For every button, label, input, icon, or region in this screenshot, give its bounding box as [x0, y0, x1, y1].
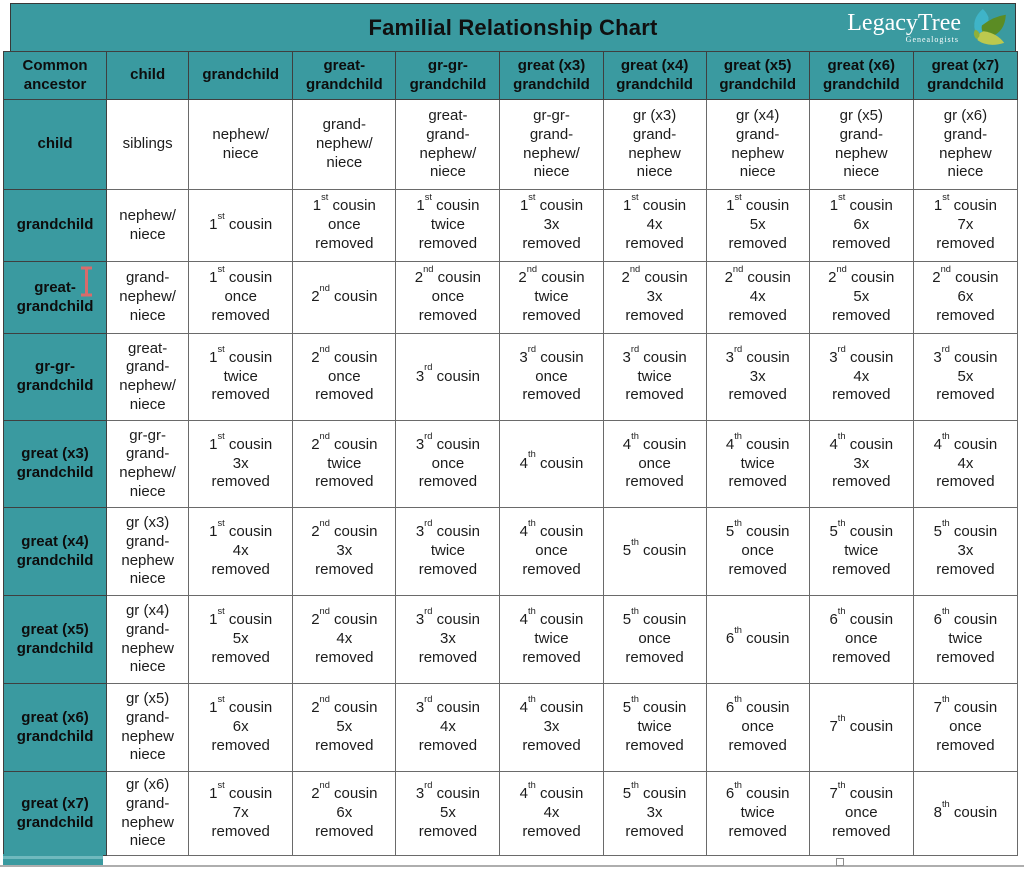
relationship-cell: 4th cousin 3x removed: [500, 684, 603, 772]
relationship-cell: 2nd cousin twice removed: [293, 421, 396, 508]
relationship-cell: gr-gr- grand- nephew/ niece: [500, 100, 603, 190]
table-row: [4, 262, 1018, 334]
logo-name: LegacyTree: [847, 10, 961, 36]
relationship-cell: 1st cousin once removed: [189, 262, 293, 334]
relationship-cell: 6th cousin: [706, 596, 809, 684]
relationship-cell: 7th cousin once removed: [809, 772, 913, 856]
logo-wordmark: [847, 11, 961, 44]
relationship-cell: grand- nephew/ niece: [107, 262, 189, 334]
relationship-cell: 8th cousin: [913, 772, 1017, 856]
relationship-cell: 1st cousin 5x removed: [189, 596, 293, 684]
relationship-cell: 5th cousin twice removed: [603, 684, 706, 772]
relationship-cell: 2nd cousin 6x removed: [293, 772, 396, 856]
relationship-cell: 6th cousin twice removed: [706, 772, 809, 856]
relationship-cell: siblings: [107, 100, 189, 190]
row-header: great (x3) grandchild: [4, 421, 107, 508]
row-header: gr-gr- grandchild: [4, 334, 107, 421]
row-header: grandchild: [4, 190, 107, 262]
relationship-cell: great- grand- nephew/ niece: [396, 100, 500, 190]
relationship-cell: 2nd cousin once removed: [293, 334, 396, 421]
relationship-cell: 4th cousin once removed: [500, 508, 603, 596]
table-header-row: [4, 52, 1018, 100]
relationship-cell: 2nd cousin twice removed: [500, 262, 603, 334]
chart-title-bar: [10, 3, 1016, 52]
relationship-cell: 5th cousin once removed: [706, 508, 809, 596]
relationship-cell: 4th cousin 4x removed: [500, 772, 603, 856]
relationship-cell: 4th cousin 3x removed: [809, 421, 913, 508]
relationship-cell: gr (x6) grand- nephew niece: [913, 100, 1017, 190]
column-header: grandchild: [189, 52, 293, 100]
relationship-cell: 1st cousin 7x removed: [913, 190, 1017, 262]
relationship-cell: gr (x3) grand- nephew niece: [107, 508, 189, 596]
row-header: great (x4) grandchild: [4, 508, 107, 596]
relationship-cell: 2nd cousin once removed: [396, 262, 500, 334]
relationship-cell: 4th cousin twice removed: [500, 596, 603, 684]
relationship-cell: gr (x6) grand- nephew niece: [107, 772, 189, 856]
table-row: [4, 772, 1018, 856]
relationship-cell: 2nd cousin: [293, 262, 396, 334]
table-row: [4, 508, 1018, 596]
relationship-cell: 5th cousin: [603, 508, 706, 596]
leaf-cluster-icon: [965, 9, 1007, 47]
relationship-cell: 1st cousin once removed: [293, 190, 396, 262]
table-row: [4, 421, 1018, 508]
relationship-cell: 2nd cousin 4x removed: [706, 262, 809, 334]
relationship-cell: 4th cousin: [500, 421, 603, 508]
relationship-cell: 1st cousin 4x removed: [603, 190, 706, 262]
relationship-cell: gr (x5) grand- nephew niece: [107, 684, 189, 772]
relationship-cell: 2nd cousin 6x removed: [913, 262, 1017, 334]
relationship-cell: 3rd cousin once removed: [500, 334, 603, 421]
relationship-cell: 2nd cousin 4x removed: [293, 596, 396, 684]
selection-handle: [836, 858, 844, 866]
relationship-cell: gr-gr- grand- nephew/ niece: [107, 421, 189, 508]
relationship-cell: 1st cousin twice removed: [189, 334, 293, 421]
column-header: great (x3) grandchild: [500, 52, 603, 100]
relationship-cell: 1st cousin 6x removed: [809, 190, 913, 262]
relationship-cell: 3rd cousin 4x removed: [396, 684, 500, 772]
column-header: great (x5) grandchild: [706, 52, 809, 100]
relationship-cell: grand- nephew/ niece: [293, 100, 396, 190]
relationship-cell: 7th cousin: [809, 684, 913, 772]
table-row: [4, 100, 1018, 190]
bottom-divider: [0, 865, 1024, 867]
relationship-cell: 6th cousin once removed: [706, 684, 809, 772]
column-header: great (x6) grandchild: [809, 52, 913, 100]
relationship-cell: 1st cousin 3x removed: [189, 421, 293, 508]
relationship-table: [3, 51, 1018, 856]
relationship-cell: 4th cousin twice removed: [706, 421, 809, 508]
column-header: great (x7) grandchild: [913, 52, 1017, 100]
table-row: [4, 596, 1018, 684]
relationship-cell: gr (x4) grand- nephew niece: [107, 596, 189, 684]
relationship-cell: 1st cousin 3x removed: [500, 190, 603, 262]
relationship-cell: 1st cousin 6x removed: [189, 684, 293, 772]
table-row: [4, 334, 1018, 421]
i-beam-cursor: [79, 266, 94, 297]
relationship-cell: gr (x3) grand- nephew niece: [603, 100, 706, 190]
row-header: great- grandchild: [4, 262, 107, 334]
relationship-cell: 5th cousin 3x removed: [913, 508, 1017, 596]
logo-subtitle: Genealogists: [905, 35, 959, 44]
relationship-cell: 3rd cousin 5x removed: [396, 772, 500, 856]
relationship-cell: 2nd cousin 5x removed: [293, 684, 396, 772]
relationship-cell: 1st cousin twice removed: [396, 190, 500, 262]
relationship-cell: 1st cousin: [189, 190, 293, 262]
corner-header: Common ancestor: [4, 52, 107, 100]
relationship-cell: 2nd cousin 5x removed: [809, 262, 913, 334]
relationship-cell: 7th cousin once removed: [913, 684, 1017, 772]
column-header: child: [107, 52, 189, 100]
column-header: gr-gr- grandchild: [396, 52, 500, 100]
relationship-cell: 3rd cousin 3x removed: [396, 596, 500, 684]
relationship-cell: 4th cousin once removed: [603, 421, 706, 508]
relationship-cell: 4th cousin 4x removed: [913, 421, 1017, 508]
row-header: great (x6) grandchild: [4, 684, 107, 772]
relationship-cell: 6th cousin once removed: [809, 596, 913, 684]
relationship-cell: 1st cousin 5x removed: [706, 190, 809, 262]
relationship-cell: 3rd cousin 5x removed: [913, 334, 1017, 421]
relationship-cell: 3rd cousin twice removed: [396, 508, 500, 596]
relationship-cell: great- grand- nephew/ niece: [107, 334, 189, 421]
row-header: great (x5) grandchild: [4, 596, 107, 684]
relationship-cell: 5th cousin once removed: [603, 596, 706, 684]
relationship-cell: 5th cousin twice removed: [809, 508, 913, 596]
left-column-bleed: [3, 854, 103, 865]
row-header: great (x7) grandchild: [4, 772, 107, 856]
relationship-cell: gr (x4) grand- nephew niece: [706, 100, 809, 190]
table-row: [4, 684, 1018, 772]
legacytree-logo: [847, 9, 1007, 47]
relationship-cell: 5th cousin 3x removed: [603, 772, 706, 856]
row-header: child: [4, 100, 107, 190]
relationship-cell: 2nd cousin 3x removed: [603, 262, 706, 334]
column-header: great- grandchild: [293, 52, 396, 100]
table-row: [4, 190, 1018, 262]
relationship-cell: 1st cousin 7x removed: [189, 772, 293, 856]
left-column-bleed-stripe: [3, 856, 103, 859]
relationship-cell: 3rd cousin once removed: [396, 421, 500, 508]
relationship-cell: gr (x5) grand- nephew niece: [809, 100, 913, 190]
relationship-cell: 3rd cousin: [396, 334, 500, 421]
column-header: great (x4) grandchild: [603, 52, 706, 100]
relationship-cell: nephew/ niece: [189, 100, 293, 190]
page-title: Familial Relationship Chart: [368, 14, 658, 40]
relationship-cell: 3rd cousin twice removed: [603, 334, 706, 421]
relationship-cell: nephew/ niece: [107, 190, 189, 262]
relationship-cell: 3rd cousin 4x removed: [809, 334, 913, 421]
relationship-cell: 1st cousin 4x removed: [189, 508, 293, 596]
relationship-cell: 3rd cousin 3x removed: [706, 334, 809, 421]
relationship-cell: 6th cousin twice removed: [913, 596, 1017, 684]
relationship-cell: 2nd cousin 3x removed: [293, 508, 396, 596]
